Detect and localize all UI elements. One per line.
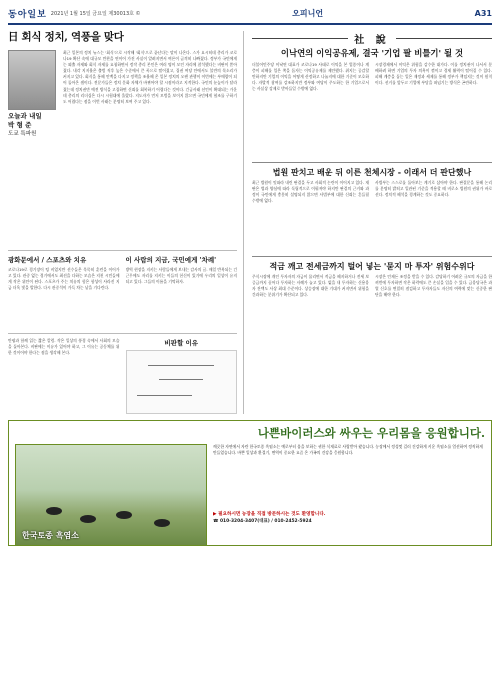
mini-right-text: 방역 현장을 지키는 사람들에게 보내는 감사의 글. 매일 반복되는 긴 근무에도 자리를 지키는 이들의 헌신이 있기에 우리의 일상이 유지되고 있다. 그들의 이름을 기억하자. [125, 267, 237, 285]
ad-description: 깨끗한 자연에서 자란 한국토종 흑염소는 예로부터 몸을 보하는 귀한 식재료로 사랑받아 왔습니다. 농장에서 정성껏 길러 건강하게 키운 흑염소를 엄선하여 정직하게 만들었습니다. 바쁜 일상과 환절기, 면역이 중요한 요즘 온 가족의 건강을 응원합니다. [213, 444, 483, 455]
illustration-text: 만평과 함께 읽는 짧은 칼럼. 작은 일상의 풍경 속에서 사회의 모습을 돌아본다. 비판에는 이유가 있어야 하고, 그 이유는 공동체를 위한 것이어야 한다는 점을 생각해 본다. [8, 338, 120, 356]
editorial-2-text-b: 사법부는 스스로를 돌아보는 계기로 삼아야 한다. 판결문을 통해 논리를 분명히 밝히고 일관된 기준을 적용할 때 비로소 법원의 권위가 바로 선다. 정치적 해석을 경계하는 것도 중요하다. [375, 180, 492, 198]
column-body [8, 50, 237, 244]
author-name: 박 형 준 [8, 121, 32, 129]
column-title: 日 회식 정치, 역풍을 맞다 [8, 31, 124, 43]
goat-figure [116, 511, 132, 519]
illustration-block [8, 333, 237, 414]
mini-column-right [126, 255, 238, 329]
editorial-title-3: 적금 깨고 전세금까지 털어 넣는 '묻지 마 투자' 위험수위다 [269, 261, 475, 271]
ad-brand: 한국토종 흑염소 [22, 530, 79, 540]
advertisement[interactable] [8, 420, 492, 546]
editorial-flag: 社 說 [354, 35, 390, 46]
column-text: 최근 일본의 정치 뉴스는 '회식'으로 시작해 '회식'으로 끝난다는 말이 나온다. 스가 요시히데 총리가 코로나19 확산 속에 대규모 만찬을 연이어 가진 사실이 알려지면서 여론이 급격히 나빠졌다. 정부가 국민에게는 외출 자제와 회식 자제를 요청하면서 정작 총리 본인은 여러 명이 모인 자리에 참석했다는 비판이 쏟아졌다. 내각 지지율은 출범 직후 높은 수준에서 큰 폭으로 떨어졌고, 집권 여당 안에서도 불만의 목소리가 커지고 있다. 회식을 통해 인맥을 다지고 정책을 조율해 온 일본 정치의 오랜 관행이 이번에는 부메랑이 되어 돌아온 셈이다. 전문가들은 정치 문화 자체가 바뀌어야 할 시점이라고 지적한다. 국민의 눈높이가 달라졌는데 정치권만 예전 방식을 고집하면 신뢰를 회복하기 어렵다는 것이다. 긴급사태 선언이 확대되는 가운데 총리의 리더십은 다시 시험대에 올랐다. 지도자가 먼저 모범을 보이지 않으면 국민에게 협조를 구하기도 어렵다는 점을 이번 사태는 분명히 보여 주고 있다. [63, 50, 237, 104]
ad-call-to-action: ▶ 필요하시면 농장을 직접 방문하시는 것도 환영합니다. [213, 512, 326, 517]
ad-body [15, 444, 485, 546]
section-name: 오피니언 [292, 7, 324, 18]
editorial-3-text-a: 주식시장에 개인 투자자의 자금이 몰리면서 적금을 해지하거나 전세 보증금까지 끌어다 투자하는 사례가 늘고 있다. 빚을 내 투자하는 신용융자 잔액도 사상 최대 수준이다. 상승장에 대한 기대가 커지면서 위험을 간과하는 분위기가 확산되고 있다. [252, 274, 369, 298]
author-photo [8, 50, 56, 110]
editorial-3-text-b: 시장은 언제든 조정을 받을 수 있다. 감당하기 어려운 규모의 자금을 한꺼번에 투자하면 작은 하락에도 큰 손실을 입을 수 있다. 금융당국은 과열 신호를 면밀히 점검하고 투자자들도 자신의 여력에 맞는 신중한 판단을 해야 한다. [375, 274, 492, 298]
left-column [8, 31, 244, 414]
editorial-header [252, 31, 492, 46]
mini-right-title: 이 사람의 지금, 국민에게 '차례' [125, 256, 217, 264]
ad-copy [213, 444, 485, 546]
newspaper-masthead: 동아일보 [8, 9, 47, 20]
editorial-2-body [252, 180, 492, 252]
editorial-1-body [252, 62, 492, 158]
page-columns [8, 31, 492, 414]
editorial-2-text-a: 최근 법원이 잇따라 내린 판결을 두고 사회적 논란이 이어지고 있다. 재판은 법과 양심에 따라 독립적으로 이뤄져야 하지만 판결의 근거와 과정이 국민에게 충분히 설명되지 않으면 사법부에 대한 신뢰는 흔들릴 수밖에 없다. [252, 180, 369, 204]
mini-column-left [8, 255, 120, 329]
ad-phone-number[interactable]: ☎ 010-3204-3407(대표) / 010-2452-5924 [213, 519, 312, 524]
page-header [8, 6, 492, 25]
author-info [8, 112, 58, 138]
editorial-title-1: 이낙연의 이익공유제, 결국 '기업 팔 비틀기' 될 것 [280, 48, 464, 58]
author-label: 오늘과 내일 [8, 112, 42, 120]
goat-figure [46, 507, 62, 515]
editorial-1-text-b: 시장경제에서 이익은 위험을 감수한 대가다. 이를 정치권이 나서서 분배하려 하면 기업의 투자 의욕이 꺾이고 경제 활력이 떨어질 수 있다. 피해 계층을 돕는 일은 재정과 세제를 통해 정부가 책임지는 것이 원칙이다. 선거를 앞두고 기업에 부담을 떠넘기는 방식은 곤란하다. [375, 62, 492, 86]
goat-figure [154, 519, 170, 527]
illustration-text-box [8, 338, 120, 414]
editorial-title-2: 법원 판치고 배운 뒤 이른 천체시장 - 이래서 더 판단했나 [272, 167, 472, 177]
editorial-1-text-a: 더불어민주당 이낙연 대표가 코로나19 사태로 이익을 본 업종이나 계층이 피해를 입은 쪽을 돕자는 이익공유제를 제안했다. 취지는 공감할 만하지만 기업의 이익을 어떻게 산정하고 나눌지에 대한 기준이 모호하다. 자발적 참여를 강조하지만 정부와 여당이 주도하는 한 기업으로서는 사실상 강제로 받아들일 수밖에 없다. [252, 62, 369, 92]
illustration-caption: 비판할 이유 [164, 339, 199, 347]
mini-left-title: 광화문에서 / 스포츠와 치유 [8, 256, 87, 264]
illustration-box [126, 338, 238, 414]
author-role: 도쿄 특파원 [8, 131, 37, 137]
author-box [8, 50, 58, 244]
page-number: A31 [474, 8, 492, 18]
issue-date: 2021년 1월 15일 금요일 제30013호 © [50, 10, 141, 17]
right-column [244, 31, 492, 414]
mini-columns [8, 250, 237, 329]
ad-headline: 나쁜바이러스와 싸우는 우리몸을 응원합니다. [257, 426, 485, 440]
mini-left-text: 코로나19로 경기장이 텅 비었지만 선수들은 묵묵히 훈련을 이어가고 있다. 관중 없는 경기에서도 최선을 다하는 모습은 지친 시민들에게 작은 위안이 된다. 스포츠가 주는 치유의 힘은 함성이 사라진 지금 더욱 빛을 발한다. 다시 관중석이 가득 차는 날을 기다린다. [8, 267, 120, 291]
ad-photo-goats [15, 444, 207, 546]
goat-figure [80, 515, 96, 523]
cartoon-illustration [126, 350, 238, 414]
editorial-3-body [252, 274, 492, 354]
